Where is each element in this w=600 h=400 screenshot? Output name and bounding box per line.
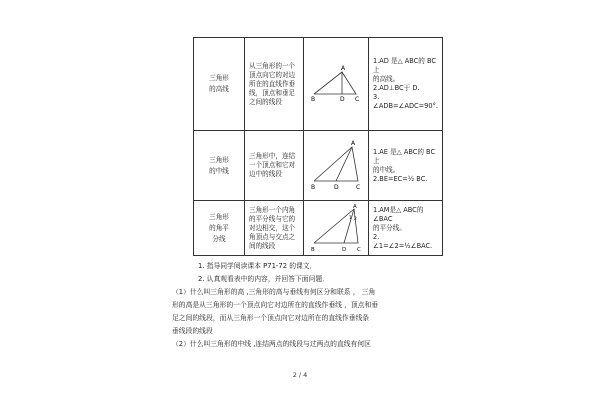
angle-label: 2	[354, 217, 357, 222]
property-line: 3. ∠ADB=∠ADC=90°.	[373, 93, 438, 110]
vertex-label: A	[353, 204, 357, 210]
vertex-label: D	[342, 247, 347, 253]
note-line: 垂线段的线段	[172, 327, 213, 335]
figure-cell	[304, 38, 369, 131]
definition-cell	[245, 201, 304, 256]
note-line: 1. 指导同学阅读课本 P71-72 的课文．	[198, 262, 317, 270]
vertex-label: C	[357, 247, 361, 253]
angle-label: 1	[349, 216, 352, 221]
property-line: 2. ∠1=∠2=½∠BAC.	[373, 232, 433, 250]
figure-cell	[304, 201, 369, 256]
table-row	[194, 131, 443, 201]
note-line: 2. 认真观看表中的内容，并回答下面问题．	[198, 275, 329, 283]
definition-line: 线，顶点和垂足	[249, 88, 296, 97]
term-cell	[194, 38, 245, 131]
table-row	[194, 38, 443, 131]
figure-cell	[304, 131, 369, 201]
property-line: 1.AE 是△ ABC的 BC上	[373, 147, 436, 165]
definition-line: 对边相交，这个	[249, 223, 296, 232]
definition-line: 之间的线段	[249, 97, 282, 106]
definition-line: 顶点向它的对边	[249, 70, 296, 79]
property-cell	[369, 131, 443, 201]
page-number: 2 / 4	[292, 371, 308, 379]
vertex-label: D	[340, 96, 345, 103]
term-label: 三角形的角平分线	[209, 212, 229, 243]
definition-line: 边中的线段	[249, 170, 282, 178]
note-line: （1）什么叫三角形的高 ,三角形的高与垂线有何区分和联系 ， 三角	[172, 288, 376, 296]
definition-line: 间的线段	[249, 241, 276, 250]
note-line: 形的高是从三角形的一个顶点向它对边所在的直线作垂线 ，顶点和垂	[172, 301, 379, 309]
vertex-label: B	[311, 184, 316, 191]
property-line: 1.AM是△ ABC的∠BAC	[373, 205, 424, 223]
definition-line: 所在的直线作垂	[249, 79, 296, 88]
definition-line: 的平分线与它的	[249, 214, 296, 223]
definition-cell	[245, 38, 304, 131]
vertex-label: A	[351, 140, 356, 147]
property-line: 2.BE=EC=½ BC.	[373, 174, 428, 183]
table-row	[194, 201, 443, 256]
note-line: （2）什么叫三角形的中线 ,连结两点的线段与过两点的直线有何区	[172, 340, 371, 348]
property-cell	[369, 201, 443, 256]
definition-cell	[245, 131, 304, 201]
vertex-label: D	[334, 184, 339, 191]
vertex-label: B	[311, 96, 316, 103]
altitude-triangle-figure	[304, 38, 368, 130]
median-triangle-figure	[304, 131, 368, 200]
term-cell	[194, 201, 245, 256]
term-label: 三角形的中线	[209, 155, 229, 175]
vertex-label: C	[356, 184, 361, 191]
angle-bisector-triangle-figure	[304, 201, 368, 255]
definition-table	[193, 37, 443, 256]
property-line: 的平分线。	[373, 223, 406, 232]
vertex-label: B	[311, 247, 315, 253]
definition-line: 角顶点与交点之	[249, 232, 296, 241]
property-line: 1.AD 是△ ABC的 BC上	[373, 57, 436, 74]
vertex-label: A	[341, 65, 346, 72]
note-line: 足之间的线段，而从三角形一个顶点向它对边所在的直线作垂线条	[172, 314, 370, 322]
property-line: 的中线。	[373, 165, 400, 174]
term-label: 三角形的高线	[209, 74, 229, 93]
property-line: 2.AD⊥BC于 D.	[373, 84, 420, 92]
definition-line: 从三角形的一个	[249, 61, 296, 70]
vertex-label: C	[355, 96, 360, 103]
property-cell	[369, 38, 443, 131]
definition-line: 三角形一个内角	[249, 205, 296, 214]
instruction-notes	[172, 260, 442, 351]
definition-line: 三角形中，连结	[249, 152, 296, 160]
definition-line: 一个顶点和它对	[249, 161, 296, 169]
term-cell	[194, 131, 245, 201]
property-line: 的高线。	[373, 75, 400, 83]
